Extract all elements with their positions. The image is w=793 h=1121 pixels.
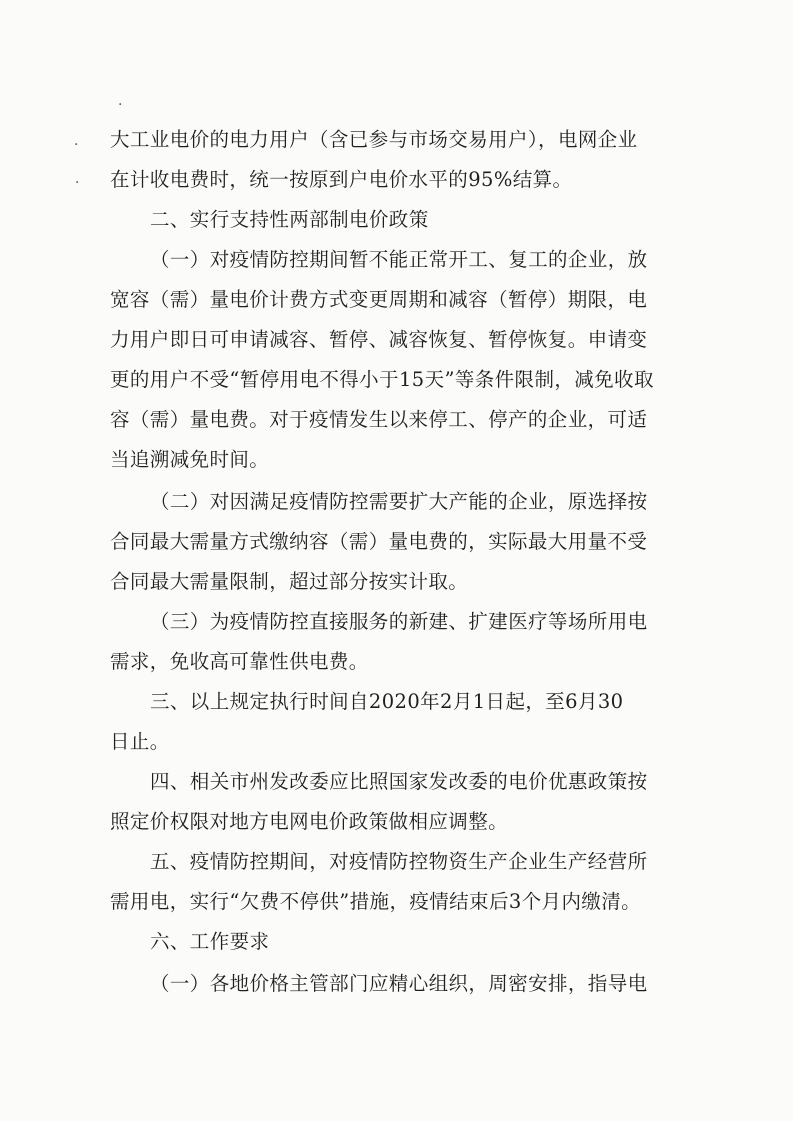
scan-speck: · [74,137,79,153]
body-line: 在计收电费时，统一按原到户电价水平的95%结算。 [110,168,573,191]
body-line: （二）对因满足疫情防控需要扩大产能的企业，原选择按 [150,490,648,513]
scan-speck: · [118,97,123,113]
body-line: 更的用户不受“暂停用电不得小于15天”等条件限制，减免收取 [110,368,654,391]
body-line: 力用户即日可申请减容、暂停、减容恢复、暂停恢复。申请变 [110,328,648,351]
section-heading: 二、实行支持性两部制电价政策 [150,208,429,231]
body-line: 容（需）量电费。对于疫情发生以来停工、停产的企业，可适 [110,408,648,431]
body-line: 需求，免收高可靠性供电费。 [110,650,369,673]
body-line: 当追溯减免时间。 [110,448,270,471]
body-line: （三）为疫情防控直接服务的新建、扩建医疗等场所用电 [150,610,648,633]
body-line: 宽容（需）量电价计费方式变更周期和减容（暂停）期限，电 [110,288,648,311]
body-line: 大工业电价的电力用户（含已参与市场交易用户），电网企业 [110,128,638,151]
section-heading: 五、疫情防控期间，对疫情防控物资生产企业生产经营所 [150,850,648,873]
scan-speck: · [75,175,80,191]
section-heading: 六、工作要求 [150,930,270,953]
body-line: 日止。 [110,730,170,753]
body-line: 照定价权限对地方电网电价政策做相应调整。 [110,810,509,833]
section-heading: 三、以上规定执行时间自2020年2月1日起，至6月30 [150,690,624,713]
body-line: （一）对疫情防控期间暂不能正常开工、复工的企业，放 [150,248,648,271]
body-line: （一）各地价格主管部门应精心组织，周密安排，指导电 [150,972,648,995]
section-heading: 四、相关市州发改委应比照国家发改委的电价优惠政策按 [150,770,648,793]
body-line: 合同最大需量限制，超过部分按实计取。 [110,570,469,593]
body-line: 合同最大需量方式缴纳容（需）量电费的，实际最大用量不受 [110,530,648,553]
body-line: 需用电，实行“欠费不停供”措施，疫情结束后3个月内缴清。 [110,890,642,913]
